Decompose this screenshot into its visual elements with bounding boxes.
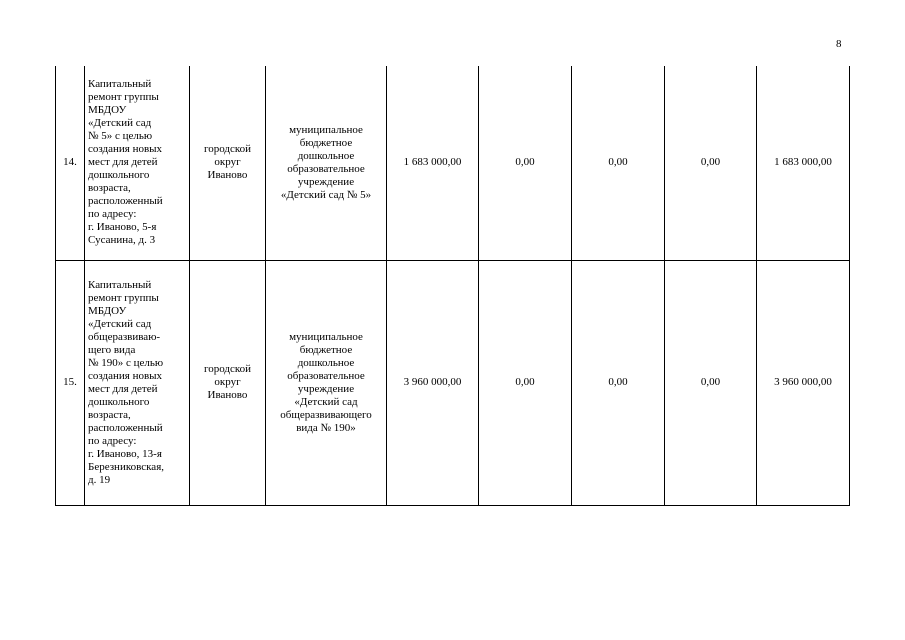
amount-cell-4: 0,00 — [665, 260, 757, 505]
text-line: общеразвивающего — [280, 408, 372, 421]
text-line: дошкольного — [88, 169, 150, 182]
municipality-cell — [190, 260, 266, 505]
text-line: вида № 190» — [296, 421, 356, 434]
text-line: ремонт группы — [88, 291, 159, 304]
text-line: щего вида — [88, 343, 136, 356]
text-line: № 5» с целью — [88, 130, 153, 143]
text-line: расположенный — [88, 421, 163, 434]
text-line: г. Иваново, 13-я — [88, 447, 162, 460]
institution-cell — [266, 260, 387, 505]
text-line: Березниковская, — [88, 460, 165, 473]
text-line: дошкольное — [297, 149, 355, 162]
text-line: образовательное — [287, 369, 365, 382]
text-line: № 190» с целью — [88, 356, 164, 369]
text-line: Иваново — [207, 169, 248, 182]
amount-total-cell: 3 960 000,00 — [387, 260, 479, 505]
text-line: МБДОУ — [88, 304, 127, 317]
text-line: «Детский сад № 5» — [280, 188, 372, 201]
text-line: городской — [203, 143, 252, 156]
amount-cell-3: 0,00 — [572, 260, 665, 505]
text-line: Капитальный — [88, 78, 152, 91]
amount-cell-4: 0,00 — [665, 66, 757, 260]
text-line: по адресу: — [88, 434, 137, 447]
text-line: бюджетное — [299, 136, 353, 149]
row-number: 15. — [56, 260, 85, 505]
text-line: «Детский сад — [88, 117, 152, 130]
text-line: «Детский сад — [294, 395, 358, 408]
amount-total-cell: 1 683 000,00 — [387, 66, 479, 260]
text-line: г. Иваново, 5-я — [88, 221, 157, 234]
text-line: образовательное — [287, 162, 365, 175]
project-name-cell — [85, 66, 190, 260]
municipality-cell — [190, 66, 266, 260]
text-line: городской — [203, 363, 252, 375]
text-line: дошкольного — [88, 395, 150, 408]
institution-cell — [266, 66, 387, 260]
text-line: мест для детей — [88, 382, 158, 395]
project-name-cell — [85, 260, 190, 505]
text-line: расположенный — [88, 195, 163, 208]
text-line: дошкольное — [297, 356, 355, 369]
text-line: создания новых — [88, 143, 163, 156]
text-line: округ — [214, 376, 241, 388]
text-line: д. 19 — [88, 473, 111, 486]
text-line: муниципальное — [289, 123, 363, 136]
table-row — [56, 260, 850, 505]
text-line: МБДОУ — [88, 104, 127, 117]
text-line: Иваново — [207, 389, 248, 401]
text-line: Капитальный — [88, 278, 152, 291]
amount-cell-3: 0,00 — [572, 66, 665, 260]
text-line: возраста, — [88, 408, 131, 421]
text-line: возраста, — [88, 182, 131, 195]
text-line: округ — [214, 156, 241, 169]
row-number: 14. — [56, 66, 85, 260]
text-line: Сусанина, д. 3 — [88, 234, 156, 247]
table-row — [56, 66, 850, 260]
text-line: общеразвиваю- — [88, 330, 161, 343]
page-number: 8 — [836, 38, 842, 50]
amount-cell-2: 0,00 — [479, 260, 572, 505]
text-line: «Детский сад — [88, 317, 152, 330]
text-line: мест для детей — [88, 156, 158, 169]
text-line: по адресу: — [88, 208, 137, 221]
text-line: создания новых — [88, 369, 163, 382]
text-line: учреждение — [297, 175, 355, 188]
text-line: бюджетное — [299, 343, 353, 356]
text-line: муниципальное — [289, 330, 363, 343]
text-line: ремонт группы — [88, 91, 159, 104]
amount-cell-5: 1 683 000,00 — [757, 66, 850, 260]
amount-cell-5: 3 960 000,00 — [757, 260, 850, 505]
budget-table — [55, 66, 850, 506]
text-line: учреждение — [297, 382, 355, 395]
amount-cell-2: 0,00 — [479, 66, 572, 260]
